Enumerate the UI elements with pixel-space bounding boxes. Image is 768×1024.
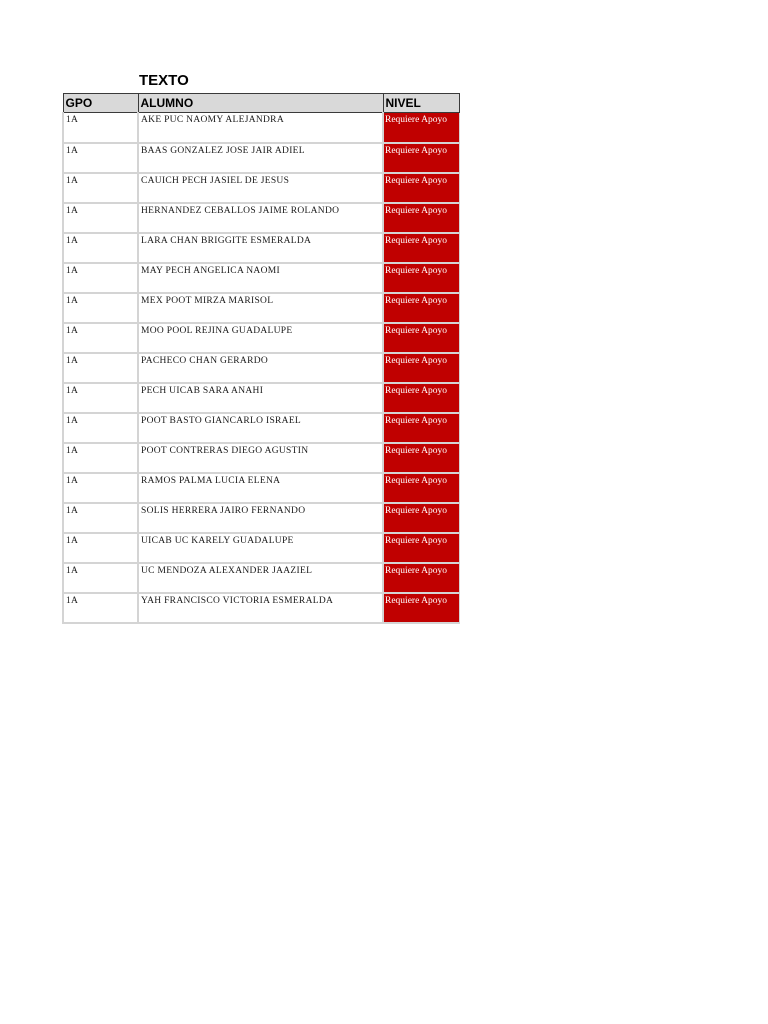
cell-alumno: SOLIS HERRERA JAIRO FERNANDO: [138, 503, 383, 533]
cell-nivel: Requiere Apoyo: [383, 353, 459, 383]
cell-alumno: LARA CHAN BRIGGITE ESMERALDA: [138, 233, 383, 263]
cell-nivel: Requiere Apoyo: [383, 263, 459, 293]
cell-nivel: Requiere Apoyo: [383, 563, 459, 593]
cell-alumno: MAY PECH ANGELICA NAOMI: [138, 263, 383, 293]
header-alumno: ALUMNO: [138, 94, 383, 113]
cell-nivel: Requiere Apoyo: [383, 233, 459, 263]
cell-alumno: BAAS GONZALEZ JOSE JAIR ADIEL: [138, 143, 383, 173]
cell-alumno: POOT CONTRERAS DIEGO AGUSTIN: [138, 443, 383, 473]
table-row: [63, 263, 459, 293]
cell-gpo: 1A: [63, 473, 138, 503]
table-row: [63, 503, 459, 533]
cell-nivel: Requiere Apoyo: [383, 173, 459, 203]
cell-alumno: RAMOS PALMA LUCIA ELENA: [138, 473, 383, 503]
cell-nivel: Requiere Apoyo: [383, 143, 459, 173]
cell-gpo: 1A: [63, 143, 138, 173]
cell-gpo: 1A: [63, 443, 138, 473]
table-row: [63, 323, 459, 353]
cell-nivel: Requiere Apoyo: [383, 593, 459, 623]
cell-alumno: HERNANDEZ CEBALLOS JAIME ROLANDO: [138, 203, 383, 233]
cell-gpo: 1A: [63, 323, 138, 353]
table-row: [63, 533, 459, 563]
cell-nivel: Requiere Apoyo: [383, 443, 459, 473]
table-row: [63, 383, 459, 413]
table-row: [63, 293, 459, 323]
cell-nivel: Requiere Apoyo: [383, 383, 459, 413]
cell-gpo: 1A: [63, 203, 138, 233]
cell-gpo: 1A: [63, 233, 138, 263]
cell-alumno: YAH FRANCISCO VICTORIA ESMERALDA: [138, 593, 383, 623]
cell-gpo: 1A: [63, 593, 138, 623]
cell-gpo: 1A: [63, 383, 138, 413]
table-body: [63, 113, 459, 623]
cell-alumno: UC MENDOZA ALEXANDER JAAZIEL: [138, 563, 383, 593]
cell-gpo: 1A: [63, 293, 138, 323]
cell-nivel: Requiere Apoyo: [383, 473, 459, 503]
header-gpo: GPO: [63, 94, 138, 113]
table-row: [63, 563, 459, 593]
cell-nivel: Requiere Apoyo: [383, 113, 459, 143]
cell-nivel: Requiere Apoyo: [383, 293, 459, 323]
header-row: [63, 94, 459, 113]
cell-gpo: 1A: [63, 533, 138, 563]
table-row: [63, 173, 459, 203]
cell-alumno: CAUICH PECH JASIEL DE JESUS: [138, 173, 383, 203]
table-header: [63, 94, 459, 113]
cell-gpo: 1A: [63, 413, 138, 443]
cell-nivel: Requiere Apoyo: [383, 323, 459, 353]
table-row: [63, 353, 459, 383]
header-nivel: NIVEL: [383, 94, 459, 113]
cell-gpo: 1A: [63, 503, 138, 533]
table-row: [63, 443, 459, 473]
table-row: [63, 413, 459, 443]
cell-gpo: 1A: [63, 563, 138, 593]
cell-gpo: 1A: [63, 173, 138, 203]
table-row: [63, 203, 459, 233]
cell-nivel: Requiere Apoyo: [383, 203, 459, 233]
table-row: [63, 233, 459, 263]
student-table: [62, 93, 460, 624]
table-row: [63, 113, 459, 143]
cell-gpo: 1A: [63, 263, 138, 293]
table-row: [63, 143, 459, 173]
cell-alumno: POOT BASTO GIANCARLO ISRAEL: [138, 413, 383, 443]
table-row: [63, 593, 459, 623]
page-title: TEXTO: [139, 72, 189, 89]
cell-alumno: PACHECO CHAN GERARDO: [138, 353, 383, 383]
table-row: [63, 473, 459, 503]
cell-alumno: MEX POOT MIRZA MARISOL: [138, 293, 383, 323]
cell-gpo: 1A: [63, 353, 138, 383]
cell-nivel: Requiere Apoyo: [383, 413, 459, 443]
cell-gpo: 1A: [63, 113, 138, 143]
cell-alumno: PECH UICAB SARA ANAHI: [138, 383, 383, 413]
cell-alumno: AKE PUC NAOMY ALEJANDRA: [138, 113, 383, 143]
cell-alumno: MOO POOL REJINA GUADALUPE: [138, 323, 383, 353]
cell-nivel: Requiere Apoyo: [383, 533, 459, 563]
cell-alumno: UICAB UC KARELY GUADALUPE: [138, 533, 383, 563]
cell-nivel: Requiere Apoyo: [383, 503, 459, 533]
